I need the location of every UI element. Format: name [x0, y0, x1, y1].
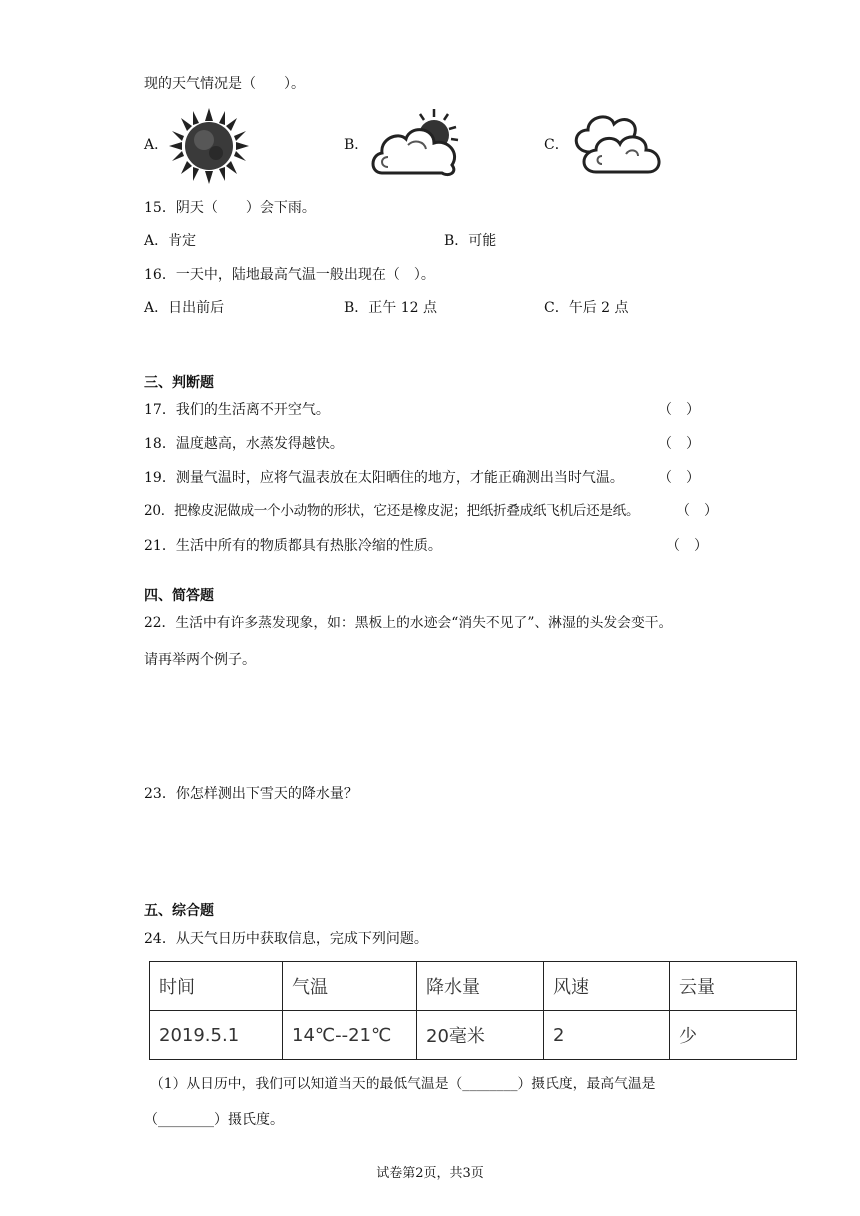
q14-option-b-letter: B． — [344, 137, 369, 153]
cell-time: 2019.5.1 — [150, 1011, 283, 1060]
q15-option-a: A．肯定 — [144, 233, 197, 249]
q14-option-c-letter: C． — [544, 137, 569, 153]
cell-cloud-cover: 少 — [670, 1011, 797, 1060]
weather-calendar-table — [149, 961, 797, 1060]
q14-stem-tail: 现的天气情况是（ ）。 — [144, 76, 305, 92]
sun-icon — [168, 107, 250, 185]
page-footer: 试卷第2页，共3页 — [376, 1166, 484, 1181]
header-cell-time: 时间 — [150, 962, 283, 1011]
q21-answer-paren: （ ） — [666, 538, 708, 554]
header-cell-temperature: 气温 — [283, 962, 417, 1011]
cloud-icon — [568, 112, 668, 176]
q14-option-a-letter: A． — [144, 137, 169, 153]
q19-text: 19．测量气温时，应将气温表放在太阳晒住的地方，才能正确测出当时气温。 — [144, 470, 624, 486]
header-cell-wind-speed: 风速 — [544, 962, 670, 1011]
q16-option-b: B．正午 12 点 — [344, 300, 438, 316]
q17-text: 17．我们的生活离不开空气。 — [144, 402, 330, 418]
q22-line-2: 请再举两个例子。 — [144, 652, 256, 668]
q24-text: 24．从天气日历中获取信息，完成下列问题。 — [144, 931, 428, 947]
header-cell-cloud-cover: 云量 — [670, 962, 797, 1011]
q23-text: 23．你怎样测出下雪天的降水量？ — [144, 786, 358, 802]
q16-option-c: C．午后 2 点 — [544, 300, 629, 316]
q15-stem: 15．阴天（ ）会下雨。 — [144, 200, 316, 216]
q16-option-a: A．日出前后 — [144, 300, 225, 316]
q20-answer-paren: （ ） — [676, 503, 718, 519]
q16-stem: 16．一天中，陆地最高气温一般出现在（ ）。 — [144, 267, 435, 283]
cell-wind-speed: 2 — [544, 1011, 670, 1060]
header-cell-precipitation: 降水量 — [417, 962, 544, 1011]
section-4-title: 四、简答题 — [144, 588, 214, 604]
q18-answer-paren: （ ） — [658, 436, 700, 452]
q24-sub1-line-2: （________）摄氏度。 — [144, 1112, 284, 1128]
q19-answer-paren: （ ） — [658, 470, 700, 486]
q15-option-b: B．可能 — [444, 233, 497, 249]
table-header-row — [150, 962, 797, 1011]
section-3-title: 三、判断题 — [144, 375, 214, 391]
q24-sub1-line-1: （1）从日历中，我们可以知道当天的最低气温是（________）摄氏度，最高气温是 — [150, 1076, 656, 1092]
q21-text: 21．生活中所有的物质都具有热胀冷缩的性质。 — [144, 538, 442, 554]
table-row — [150, 1011, 797, 1060]
q22-line-1: 22．生活中有许多蒸发现象，如：黑板上的水迹会“消失不见了”、淋湿的头发会变干。 — [144, 615, 673, 631]
cell-temperature: 14℃--21℃ — [283, 1011, 417, 1060]
section-5-title: 五、综合题 — [144, 903, 214, 919]
q20-text: 20．把橡皮泥做成一个小动物的形状，它还是橡皮泥；把纸折叠成纸飞机后还是纸。 — [144, 503, 640, 519]
q18-text: 18．温度越高，水蒸发得越快。 — [144, 436, 344, 452]
sun-behind-cloud-icon — [368, 107, 464, 181]
cell-precipitation: 20毫米 — [417, 1011, 544, 1060]
q17-answer-paren: （ ） — [658, 402, 700, 418]
